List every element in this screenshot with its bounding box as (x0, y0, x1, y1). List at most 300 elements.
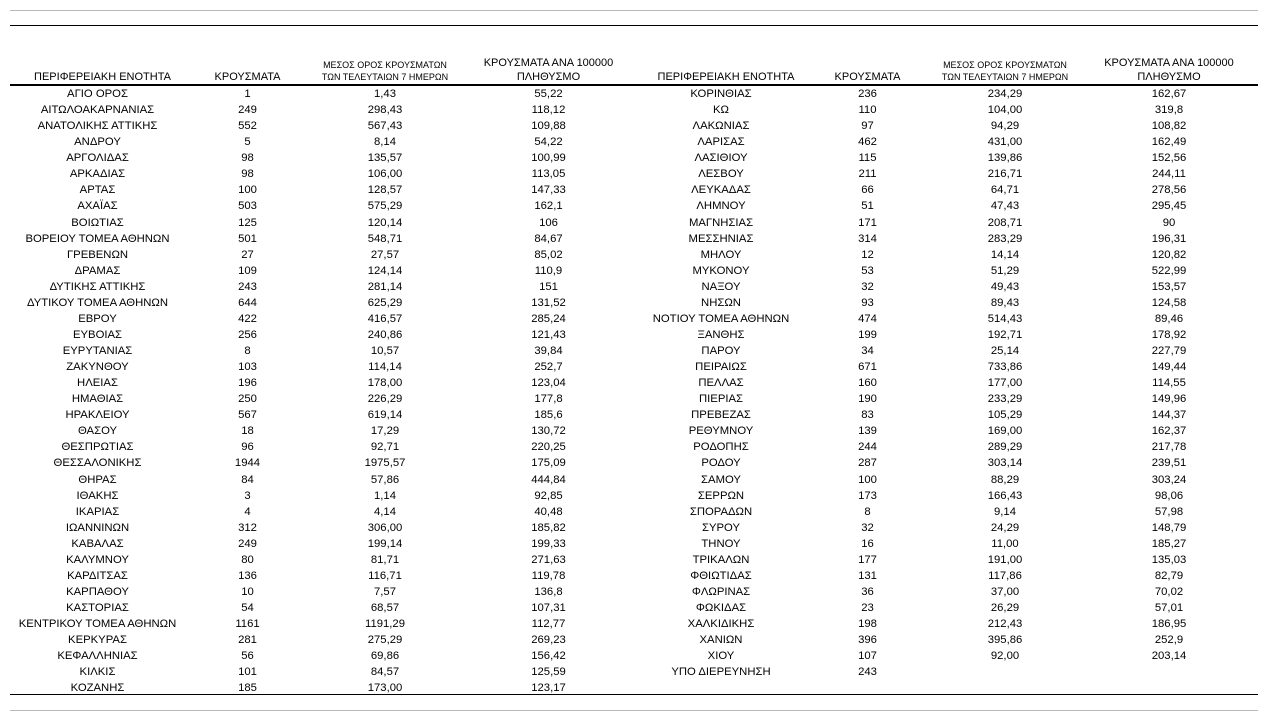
cell-cases: 23 (861, 602, 874, 615)
cell-cases: 97 (861, 120, 874, 133)
cell-avg-7-days: 37,00 (990, 585, 1020, 598)
cell-avg-7-days: 1,14 (374, 489, 396, 502)
cell-avg-7-days: 191,00 (987, 553, 1023, 566)
cell-avg-7-days: 416,57 (367, 312, 403, 325)
cell-per-100000: 98,06 (1154, 489, 1184, 502)
cell-per-100000: 162,1 (534, 200, 563, 213)
table-row (10, 616, 637, 632)
cell-region: ΗΛΕΙΑΣ (77, 377, 118, 390)
cell-region: ΚΑΡΔΙΤΣΑΣ (67, 569, 128, 582)
cell-cases: 173 (858, 489, 877, 502)
cell-region: ΘΗΡΑΣ (78, 473, 117, 486)
cell-cases: 4 (244, 505, 251, 518)
cell-per-100000: 147,33 (531, 184, 566, 197)
table-row (637, 134, 1258, 150)
cell-cases: 236 (858, 88, 877, 101)
cell-cases: 27 (241, 248, 254, 261)
cell-cases: 16 (861, 537, 874, 550)
cell-avg-7-days: 81,71 (370, 553, 400, 566)
table-row (10, 263, 637, 279)
cell-region: ΠΡΕΒΕΖΑΣ (691, 409, 751, 422)
table-row (10, 584, 637, 600)
cell-per-100000: 124,58 (1151, 296, 1187, 309)
cell-per-100000: 90 (1162, 216, 1176, 229)
cell-cases: 199 (858, 328, 877, 341)
cell-cases: 103 (238, 361, 257, 374)
cell-per-100000: 114,55 (1152, 377, 1186, 390)
cell-cases: 287 (858, 457, 877, 470)
table-row (10, 102, 637, 118)
cell-region: ΣΕΡΡΩΝ (697, 489, 745, 502)
table-row (10, 327, 637, 343)
cell-per-100000: 175,09 (531, 457, 566, 470)
cell-avg-7-days: 114,14 (368, 361, 402, 374)
cell-cases: 1161 (235, 618, 260, 631)
cell-region: ΞΑΝΘΗΣ (697, 328, 745, 341)
cell-cases: 96 (241, 441, 254, 454)
cell-cases: 83 (861, 409, 874, 422)
cell-avg-7-days: 116,71 (368, 569, 402, 582)
cell-per-100000: 118,12 (531, 104, 566, 117)
cell-avg-7-days: 199,14 (367, 537, 403, 550)
cell-per-100000: 185,27 (1151, 537, 1187, 550)
cell-region: ΛΕΣΒΟΥ (698, 168, 744, 181)
cell-per-100000: 121,43 (531, 328, 566, 341)
cell-avg-7-days: 567,43 (367, 120, 403, 133)
table-row (637, 407, 1258, 423)
table-row (10, 134, 637, 150)
cell-cases: 32 (861, 280, 874, 293)
cell-per-100000: 119,78 (531, 569, 566, 582)
table-body-right (637, 86, 1258, 680)
cell-cases: 503 (238, 200, 257, 213)
cell-per-100000: 108,82 (1151, 120, 1187, 133)
cell-cases: 66 (861, 184, 874, 197)
cell-region: ΦΩΚΙΔΑΣ (695, 602, 747, 615)
cell-per-100000: 177,8 (534, 393, 563, 406)
cell-per-100000: 271,63 (531, 553, 566, 566)
table-row (10, 215, 637, 231)
cell-per-100000: 82,79 (1154, 569, 1184, 582)
cell-per-100000: 295,45 (1151, 200, 1187, 213)
cell-avg-7-days: 514,43 (987, 312, 1023, 325)
cell-per-100000: 162,49 (1151, 136, 1187, 149)
table-row (10, 182, 637, 198)
cell-avg-7-days: 192,71 (987, 328, 1023, 341)
cell-avg-7-days: 8,14 (374, 136, 396, 149)
cell-per-100000: 149,96 (1151, 393, 1187, 406)
cell-per-100000: 40,48 (534, 505, 563, 518)
cell-region: ΠΑΡΟΥ (701, 345, 741, 358)
table-row (10, 118, 637, 134)
bottom-thin-rule (10, 710, 1258, 711)
cell-region: ΦΘΙΩΤΙΔΑΣ (690, 569, 752, 582)
table-row (637, 552, 1258, 568)
cell-cases: 53 (861, 264, 874, 277)
cell-region: ΠΕΙΡΑΙΩΣ (695, 361, 747, 374)
top-rule (10, 25, 1258, 26)
cell-cases: 256 (238, 328, 257, 341)
cell-per-100000: 55,22 (534, 88, 563, 101)
cell-per-100000: 123,17 (531, 682, 566, 695)
table-row (637, 632, 1258, 648)
cell-avg-7-days: 124,14 (367, 264, 403, 277)
cell-cases: 3 (244, 489, 251, 502)
cell-region: ΑΝΑΤΟΛΙΚΗΣ ΑΤΤΙΚΗΣ (37, 120, 158, 133)
cell-avg-7-days: 240,86 (367, 328, 403, 341)
cell-cases: 198 (858, 618, 877, 631)
table-row (10, 648, 637, 664)
cell-per-100000: 107,31 (531, 602, 566, 615)
cell-region: ΓΡΕΒΕΝΩΝ (66, 248, 129, 261)
cell-cases: 314 (858, 232, 877, 245)
cell-per-100000: 151 (539, 280, 558, 293)
cell-region: ΚΙΛΚΙΣ (79, 666, 116, 679)
table-row (637, 472, 1258, 488)
cell-cases: 110 (858, 104, 877, 117)
cell-region: ΚΑΒΑΛΑΣ (71, 537, 124, 550)
cell-region: ΠΕΛΛΑΣ (698, 377, 744, 390)
cell-region: ΛΗΜΝΟΥ (696, 200, 746, 213)
cell-avg-7-days: 51,29 (990, 264, 1020, 277)
cell-cases: 244 (858, 441, 877, 454)
cell-avg-7-days: 92,71 (370, 441, 400, 454)
cell-cases: 18 (241, 425, 254, 438)
cell-per-100000: 135,03 (1151, 553, 1187, 566)
cell-per-100000: 149,44 (1151, 361, 1187, 374)
cell-region: ΕΥΒΟΙΑΣ (72, 328, 123, 341)
cell-cases: 501 (238, 232, 257, 245)
table-row (10, 552, 637, 568)
cell-cases: 107 (858, 650, 877, 663)
cell-avg-7-days: 128,57 (367, 184, 403, 197)
cell-region: ΡΟΔΟΠΗΣ (693, 441, 749, 454)
cell-cases: 462 (858, 136, 877, 149)
top-thin-rule (10, 10, 1258, 11)
cell-region: ΙΩΑΝΝΙΝΩΝ (65, 521, 130, 534)
cell-avg-7-days: 7,57 (374, 585, 396, 598)
table-row (637, 215, 1258, 231)
table-row (637, 568, 1258, 584)
cell-per-100000: 120,82 (1151, 248, 1187, 261)
cell-cases: 12 (861, 248, 874, 261)
cell-avg-7-days: 57,86 (370, 473, 400, 486)
cell-per-100000: 110,9 (534, 264, 563, 277)
cell-region: ΑΧΑΪΑΣ (77, 200, 118, 213)
cell-avg-7-days: 92,00 (990, 650, 1020, 663)
cell-avg-7-days: 26,29 (990, 602, 1020, 615)
cell-avg-7-days: 212,43 (987, 618, 1023, 631)
cell-avg-7-days: 10,57 (370, 345, 400, 358)
table-row (10, 375, 637, 391)
cell-per-100000: 92,85 (534, 489, 563, 502)
table-header-right (637, 48, 1258, 86)
cell-region: ΛΑΚΩΝΙΑΣ (692, 120, 750, 133)
cell-region: ΜΥΚΟΝΟΥ (692, 264, 750, 277)
cell-per-100000: 278,56 (1151, 184, 1187, 197)
cell-region: ΝΗΣΩΝ (701, 296, 741, 309)
cell-per-100000: 199,33 (531, 537, 566, 550)
cell-avg-7-days: 275,29 (367, 634, 403, 647)
cell-avg-7-days: 548,71 (367, 232, 403, 245)
cell-per-100000: 113,05 (531, 168, 566, 181)
table-row (637, 600, 1258, 616)
cell-avg-7-days: 166,43 (987, 489, 1023, 502)
table-row (10, 247, 637, 263)
cell-cases: 171 (858, 216, 877, 229)
cell-region: ΚΟΖΑΝΗΣ (70, 682, 125, 695)
cell-avg-7-days: 9,14 (994, 505, 1016, 518)
cell-per-100000: 136,8 (534, 585, 563, 598)
table-body-left (10, 86, 637, 696)
table-row (10, 407, 637, 423)
cell-cases: 474 (858, 312, 877, 325)
cell-avg-7-days: 139,86 (987, 152, 1023, 165)
table-row (10, 488, 637, 504)
cell-cases: 671 (858, 361, 877, 374)
cell-region: ΑΝΔΡΟΥ (74, 136, 121, 149)
cell-region: ΡΕΘΥΜΝΟΥ (688, 425, 754, 438)
cell-avg-7-days: 69,86 (370, 650, 400, 663)
cell-avg-7-days: 431,00 (987, 136, 1023, 149)
cell-avg-7-days: 24,29 (990, 521, 1020, 534)
table-row (10, 391, 637, 407)
cell-cases: 190 (858, 393, 877, 406)
cell-per-100000: 220,25 (531, 441, 566, 454)
cell-region: ΛΑΡΙΣΑΣ (697, 136, 745, 149)
cell-per-100000: 252,9 (1154, 634, 1184, 647)
cell-region: ΧΑΛΚΙΔΙΚΗΣ (687, 618, 755, 631)
cell-region: ΡΟΔΟΥ (701, 457, 741, 470)
cell-region: ΤΡΙΚΑΛΩΝ (692, 553, 750, 566)
table-row (637, 231, 1258, 247)
cell-region: ΒΟΡΕΙΟΥ ΤΟΜΕΑ ΑΘΗΝΩΝ (25, 232, 170, 245)
cell-cases: 552 (238, 120, 257, 133)
table-row (637, 327, 1258, 343)
cell-per-100000: 227,79 (1151, 345, 1187, 358)
cell-cases: 100 (238, 184, 257, 197)
cell-cases: 644 (238, 296, 257, 309)
cell-cases: 422 (238, 312, 257, 325)
cell-per-100000: 123,04 (531, 377, 566, 390)
cell-region: ΣΥΡΟΥ (701, 521, 740, 534)
table-row (637, 118, 1258, 134)
cell-cases: 243 (858, 666, 877, 679)
cell-region: ΚΕΦΑΛΛΗΝΙΑΣ (57, 650, 138, 663)
cell-region: ΥΠΟ ΔΙΕΡΕΥΝΗΣΗ (671, 666, 771, 679)
cell-region: ΚΑΡΠΑΘΟΥ (66, 585, 129, 598)
cell-avg-7-days: 17,29 (370, 425, 400, 438)
table-row (637, 584, 1258, 600)
cell-avg-7-days: 619,14 (367, 409, 403, 422)
cell-avg-7-days: 226,29 (367, 393, 403, 406)
cell-region: ΔΥΤΙΚΗΣ ΑΤΤΙΚΗΣ (49, 280, 146, 293)
cell-per-100000: 106 (539, 216, 558, 229)
cell-region: ΣΠΟΡΑΔΩΝ (689, 505, 753, 518)
cell-per-100000: 319,8 (1154, 104, 1184, 117)
cell-cases: 243 (238, 280, 257, 293)
table-row (637, 439, 1258, 455)
table-row (10, 86, 637, 102)
cell-avg-7-days: 233,29 (987, 393, 1023, 406)
cell-cases: 109 (238, 264, 257, 277)
cell-region: ΚΕΝΤΡΙΚΟΥ ΤΟΜΕΑ ΑΘΗΝΩΝ (18, 618, 177, 631)
cell-per-100000: 162,37 (1151, 425, 1187, 438)
cell-per-100000: 130,72 (531, 425, 566, 438)
cell-per-100000: 185,6 (534, 409, 563, 422)
cell-region: ΦΛΩΡΙΝΑΣ (691, 585, 751, 598)
cell-per-100000: 148,79 (1151, 521, 1187, 534)
table-row (10, 664, 637, 680)
cell-cases: 93 (861, 296, 874, 309)
cell-region: ΜΕΣΣΗΝΙΑΣ (688, 232, 754, 245)
cell-avg-7-days: 216,71 (987, 168, 1023, 181)
cell-cases: 32 (861, 521, 874, 534)
table-row (637, 423, 1258, 439)
cell-avg-7-days: 49,43 (990, 280, 1020, 293)
cell-cases: 396 (858, 634, 877, 647)
cell-avg-7-days: 208,71 (987, 216, 1023, 229)
table-row (637, 182, 1258, 198)
cell-cases: 8 (864, 505, 871, 518)
cell-per-100000: 178,92 (1151, 328, 1187, 341)
cell-per-100000: 285,24 (531, 312, 566, 325)
cell-cases: 125 (238, 216, 257, 229)
cell-cases: 80 (241, 553, 254, 566)
cell-per-100000: 303,24 (1151, 473, 1187, 486)
cell-avg-7-days: 120,14 (367, 216, 403, 229)
table-row (637, 664, 1258, 680)
table-row (637, 198, 1258, 214)
cell-per-100000: 156,42 (531, 650, 566, 663)
table-row (637, 391, 1258, 407)
cell-per-100000: 39,84 (534, 345, 563, 358)
cell-per-100000: 57,01 (1154, 602, 1184, 615)
table-row (637, 520, 1258, 536)
cell-region: ΚΕΡΚΥΡΑΣ (68, 634, 127, 647)
table-row (637, 86, 1258, 102)
table-right-half (637, 48, 1258, 696)
cell-region: ΧΑΝΙΩΝ (699, 634, 743, 647)
cell-avg-7-days: 395,86 (987, 634, 1023, 647)
header-cases-per-100000: ΚΡΟΥΣΜΑΤΑ ΑΝΑ 100000 ΠΛΗΘΥΣΜΟ (483, 57, 614, 83)
cell-region: ΘΑΣΟΥ (77, 425, 118, 438)
cell-per-100000: 109,88 (531, 120, 566, 133)
table-row (637, 295, 1258, 311)
table-row (10, 359, 637, 375)
cell-region: ΚΟΡΙΝΘΙΑΣ (690, 88, 752, 101)
cell-per-100000: 444,84 (531, 473, 566, 486)
cell-region: ΛΑΣΙΘΙΟΥ (694, 152, 748, 165)
cell-cases: 36 (861, 585, 874, 598)
cell-per-100000: 84,67 (534, 232, 563, 245)
cell-avg-7-days: 94,29 (990, 120, 1020, 133)
cell-avg-7-days: 733,86 (987, 361, 1023, 374)
cell-cases: 131 (858, 569, 877, 582)
cell-cases: 250 (238, 393, 257, 406)
cell-avg-7-days: 89,43 (990, 296, 1020, 309)
cell-avg-7-days: 1975,57 (364, 457, 406, 470)
cell-avg-7-days: 178,00 (367, 377, 403, 390)
cell-cases: 5 (244, 136, 251, 149)
cell-avg-7-days: 135,57 (367, 152, 403, 165)
header-cases: ΚΡΟΥΣΜΑΤΑ (214, 71, 281, 83)
cell-region: ΜΑΓΝΗΣΙΑΣ (688, 216, 754, 229)
table-header-left (10, 48, 637, 86)
cell-per-100000: 70,02 (1154, 585, 1184, 598)
cell-region: ΔΡΑΜΑΣ (74, 264, 121, 277)
cell-avg-7-days: 289,29 (987, 441, 1023, 454)
table-row (637, 311, 1258, 327)
cell-per-100000: 522,99 (1151, 264, 1187, 277)
cell-avg-7-days: 625,29 (367, 296, 403, 309)
cell-region: ΒΟΙΩΤΙΑΣ (71, 216, 124, 229)
cell-region: ΘΕΣΣΑΛΟΝΙΚΗΣ (53, 457, 142, 470)
cell-cases: 101 (238, 666, 257, 679)
table-row (10, 311, 637, 327)
cell-avg-7-days: 177,00 (987, 377, 1023, 390)
cell-region: ΑΓΙΟ ΟΡΟΣ (67, 88, 128, 101)
cell-region: ΚΩ (713, 104, 729, 117)
cell-region: ΑΙΤΩΛΟΑΚΑΡΝΑΝΙΑΣ (40, 104, 155, 117)
cell-cases: 177 (858, 553, 877, 566)
cell-avg-7-days: 11,00 (991, 537, 1019, 550)
header-avg-7-days: ΜΕΣΟΣ ΟΡΟΣ ΚΡΟΥΣΜΑΤΩΝ ΤΩΝ ΤΕΛΕΥΤΑΙΩΝ 7 ΗΜΕΡΩΝ (321, 60, 449, 82)
table-row (637, 166, 1258, 182)
cell-region: ΛΕΥΚΑΔΑΣ (691, 184, 751, 197)
cell-avg-7-days: 84,57 (370, 666, 400, 679)
cell-avg-7-days: 298,43 (367, 104, 403, 117)
cell-cases: 160 (858, 377, 877, 390)
cell-avg-7-days: 25,14 (990, 345, 1020, 358)
cell-avg-7-days: 1,43 (374, 88, 396, 101)
cell-avg-7-days: 14,14 (990, 248, 1020, 261)
table-row (10, 504, 637, 520)
cell-cases: 196 (238, 377, 257, 390)
header-region: ΠΕΡΙΦΕΡΕΙΑΚΗ ΕΝΟΤΗΤΑ (34, 71, 171, 83)
table-row (637, 102, 1258, 118)
cell-per-100000: 131,52 (531, 296, 566, 309)
table-row (10, 279, 637, 295)
cell-per-100000: 57,98 (1154, 505, 1184, 518)
table-row (10, 600, 637, 616)
table-row (637, 247, 1258, 263)
table-row (10, 343, 637, 359)
cell-cases: 115 (858, 152, 877, 165)
cell-cases: 249 (238, 537, 257, 550)
cell-region: ΖΑΚΥΝΘΟΥ (66, 361, 129, 374)
cell-region: ΑΡΚΑΔΙΑΣ (69, 168, 126, 181)
cell-avg-7-days: 68,57 (370, 602, 400, 615)
table-row (10, 198, 637, 214)
table-row (637, 150, 1258, 166)
cell-region: ΚΑΛΥΜΝΟΥ (66, 553, 129, 566)
cell-cases: 1 (244, 88, 251, 101)
cell-avg-7-days: 104,00 (987, 104, 1023, 117)
table-row (10, 455, 637, 471)
cell-per-100000: 144,37 (1151, 409, 1187, 422)
cell-region: ΚΑΣΤΟΡΙΑΣ (66, 602, 129, 615)
table-left-half (10, 48, 637, 696)
cell-avg-7-days: 281,14 (367, 280, 403, 293)
cell-avg-7-days: 283,29 (987, 232, 1023, 245)
cell-per-100000: 244,11 (1152, 168, 1186, 181)
cell-cases: 34 (861, 345, 874, 358)
cell-per-100000: 186,95 (1151, 618, 1187, 631)
cell-cases: 249 (238, 104, 257, 117)
cell-region: ΤΗΝΟΥ (701, 537, 741, 550)
cell-region: ΙΚΑΡΙΑΣ (75, 505, 120, 518)
